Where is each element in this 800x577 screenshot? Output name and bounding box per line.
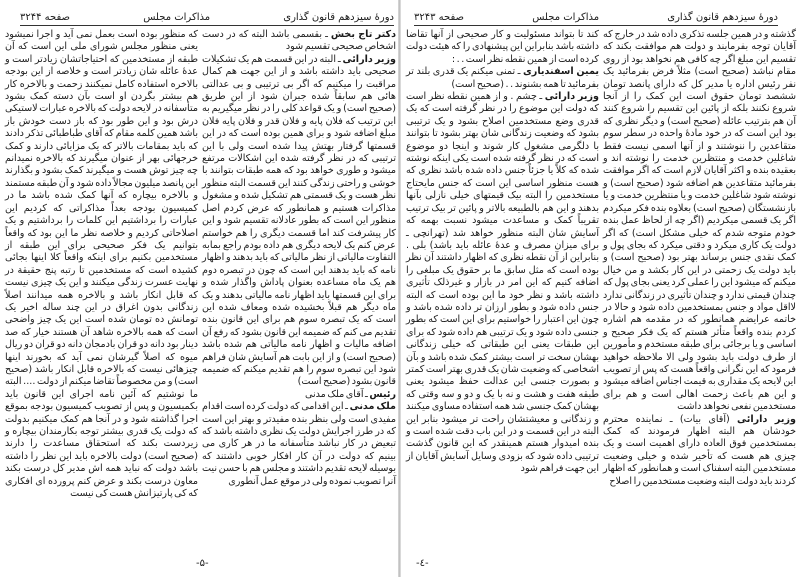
session-label: دورهٔ سیزدهم قانون گذاری	[667, 12, 778, 23]
speech-text: ـ بقسمی باشد البته که در دست اشخاص صحیحی تقسیم شود	[202, 29, 396, 53]
paragraph	[603, 414, 796, 488]
paragraph	[603, 29, 796, 414]
speech-text: ـ تمنی میکنم یک قدری بلند تر بفرمائید تا همه بشنوند . . (صحیح است)	[406, 66, 599, 90]
speaker-name: وزیر دارائی	[342, 53, 397, 65]
page-header	[20, 5, 394, 26]
page-3243	[400, 0, 800, 577]
page-footer-number: -٤-	[416, 558, 429, 569]
paragraph	[406, 29, 599, 66]
paragraph	[406, 91, 599, 476]
page-number: صفحه ۳۲۴۳	[414, 12, 465, 23]
column-left	[5, 29, 198, 500]
header-title: مذاکرات مجلس	[532, 12, 600, 23]
speech-text: ـ آقای ملک مدنی	[304, 388, 370, 400]
speaker-name: وزیر دارائی	[544, 91, 599, 103]
paragraph	[202, 389, 396, 401]
paragraph	[202, 54, 396, 389]
speech-text: گذشته و در همین جلسه تذکری داده شد در خارج که آقایان توجه بفرمایند و دولت هم موافقت بکند که تقسیم این مبلغ اگر چه کافی هم نخواهد بود از روی مقام نباشد (صحیح است) مثلاً فرض بفرمائید یک نفر رئیس اداره یا مدیر کل که دارای پانصد تومان ششصد تومان حقوق است این کمک را از آنجا شروع نکنند بلکه از پائین این تقسیم را شروع کنند آن هم بترتیب عائله (صحیح است) و دیگر نظری که بود این است که در خود مادهٔ واحده در سطر سوم متقاعدین را ننوشتند و از آنها اسمی نیست فقط شاغلین خدمت و منتظرین خدمت را نوشته اند و بعقیده بنده و اکثر آقایان لازم است که اگر موافقت بفرمائید متقاعدین هم اضافه شود (صحیح است) و نوشته شود شاغلین خدمت و یا منتظرین خدمت و یا بازنشستگان (صحیح است) بعلاوه بنده فکر میکردم اگر یک قسمی میکردیم (اگر چه از لحاظ عمل بنده خودم متوجه شدم که خیلی مشکل است) که اگر دولت یک کاری میکرد و دقتی میکرد که بجای پول و کمک نقدی جنس برساند بهتر بود (صحیح است) و باید دولت یک زحمتی در این کار بکشد و من خیال میکنم که میشود این را عملی کرد یعنی بجای پول که چندان قیمتی ندارد و چندان تأثیری در زندگانی ندارد لااقل مواد و جنس بمستخدمین داده شود و حالا در خاتمه عرایضم همانطور که در مقدمه هم اشاره کردم بنده واقعاً متأثر هستم که یک فکر صحیح و اساسی و یا برجائی برای طبقه مستخدم و مأمورین از طرف دولت باید بشود ولی الا ملاحظه خواهید فرمود که این نگرانی واقعاً هست که پس از تصویب این لایحه یک مقداری به قیمت اجناس اضافه میشود و این هم باعث زحمت اهالی است و هم برای مستخدمین نفعی نخواهد داشت	[603, 29, 796, 413]
speech-text: ـ چشم . و از همین نقطه نظر است که دولت این موضوع را در نظر گرفته است که یک قدری وضع مستخدمین اصلاح بشود و یک ترتیبی بشود که وضعیت زندگانی شان بهتر بشود تا بتوانند با دلگرمی مشغول کار شوند و اینجا دو موضوع است که در نظر گرفته شده است یکی اینکه نوشته شده که کلاً یا جزئاً جنس داده شده باشد نظری که هست منظور اساسی این است که جنس مایحتاج مستخدمین را البته بیک قیمتهای خیلی نازلی بآنها بدهند و این هم بالطبیعه بالاتر و پائین تر بیک ترتیب تقریباً کمک و مساعدت میشود نسبت بهمه که آسایش شان البته منظور خواهد شد (تهرانچی ـ برای میزان مصرف و عدهٔ عائله باید باشد) بلی . بنابراین از آن نقطه نظری که اظهار داشتند آن نظر بوده است که مثل سابق ما بر حقوق یک مبلغی را اضافه کنیم که این امر در بازار و غیرذلک تأثیری داشته باشد و نظر خود ما این بوده است که البته جنس داده شود و بطور ارزان تر داده شده باشد و چون این اعتبار را خواستیم برای این است که بطور جنسی داده شود و یک ترتیبی هم داده شود که برای این طبقات یعنی این طبقاتی که خیلی زندگانی بهشان سخت تر است بیشتر کمک شده باشد و بآن اشخاصی که وضعیت شان یک قدری بهتر است کمتر و بصورت جنسی این عدالت حفظ میشود یعنی طبقه هفت و هشت و نه با یک و دو و سه وقتی که بهشان کمک جنسی شد همه استفاده مساوی میکنند و زندگانی و معیشتشان راحت تر میشود بنابر این البته در این قسمت و در این باب دقت شده است و بنده امیدوار هستم همینقدر که این قانون گذشت ترتیبی داده شود که بزودی وسایل آسایش آقایان از این جهت فراهم شود	[406, 91, 599, 475]
column-left	[406, 29, 599, 476]
page-footer-number: -۵-	[196, 558, 209, 569]
speech-text: که منظور بوده است بعمل نمی آید و اجرا نمیشود یعنی منظور مجلس شورای ملی این است که آن طبقه از مستخدمین که احتیاجاتشان زیادتر است و عدهٔ عائله شان زیادتر است و خلاصه از این بودجه بالاخره استفاده کامل نمیکنند زحمت و بالاخره کار هم بیشتر بگردن او است بآن دسته کمک بشود متأسفانه در لایحه دولت که بالاخره عبارات لاستیکی درش بود و این طور بود که باز دست خودش باز باشد همین کلمه مقام که آقای طباطبائی تذکر دادند که باید بمقامات بالاتر که یک مزایائی دارند و کمک خرجهائی بهر از عنوان میگیرند که بالاخره نمیدانم چه چیز توش هست و میگیرند کمک بشود و بگذارند این پانصد میلیون مجالاً داده شود و آن طبقه مستمند و بالاخره بیچاره که آنها کمک شده باشد ما در کمیسیون بودجه بعداً مذاکراتی که کردیم این عبارات را برداشتیم این کلمات را برداشتیم و یک اصلاحاتی کردیم و خلاصه نظر ما این بود که واقعاً بتوانیم یک فکر صحیحی برای این طبقه از مستخدمین بکنیم برای اینکه واقعاً کلا اینها بجائی کشیده است که مستخدمین تا رتبه پنج حقیقة در نهایت عسرت زندگی میکنند و این یک چیزی نیست که قابل انکار باشد و بالاخره همه میدانند اصلاً زندگانی بدون اغراق در این چند ساله اخیر یک تومانش ده تومان شده است این یک چیز واضحی است که همه بالاخره شاهد آن هستند خیار که صد دینار بود دانه دو قران بادمجان دانه دو قران دو ریال میوه که اصلاً گیرشان نمی آید که بخورند اینها چیزهائی نیست که بالاخره قابل انکار باشد (صحیح است) و من مخصوصاً تقاضا میکنم از دولت .... البته ما نوشتیم که آئین نامه اجرای این قانون باید بکمیسیون و پس از تصویب کمیسیون بودجه بموقع اجرا گذاشته شود و در آنجا هم کمک میکنیم بدولت که دولت یک قدری بیشتر توجه بکارمندان بیچاره و زیردست بکند که استحقاق مساعدت را دارند (صحیح است) دولت بالاخره باید این نظر را داشته باشد دولت که نباید همه اش مدیر کل درست بکند معاون درست بکند و عرض کنم پرورده ای افکاری که کی پارتیزانش هست کی نیست	[5, 29, 198, 500]
speaker-name: یمین اسفندیاری	[523, 66, 600, 78]
speech-text: ـ این اقدامی که دولت کرده است اقدام مفیدی است ولی بنظر بنده مفیدتر و بهتر این است که در طرز اجرایش دولت یک نظری داشته باشد که تبعیض در کار نباشد متأسفانه ما در هر کاری می بینیم که دولت در آن کار افکار خوبی داشتند که بوسیله لایحه تقدیم داشتند و مجلس هم با حسن نیت آنرا تصویب نموده ولی در موقع عمل آنطوری	[202, 401, 396, 487]
paragraph	[406, 66, 599, 91]
speech-text: ـ البته در این قسمت هم یک تشکیلات صحیحی باید داشته باشد و از این جهت هم کمال مراقبت را میکنیم که اگر بی ترتیبی و بی عدالتی هائی هم سابقاً شده جبران شود از این طریق (صحیح است) و یک قواعد کلی را در نظر میگیریم به این ترتیب که فلان پایه و فلان قدر و فلان پایه فلان مبلغ اضافه شود و برای همین بوده است که در این قسمتها گرفتار بهتش پیدا شده است ولی با این ترتیبی که در نظر گرفته شده این اشکالات مرتفع میشود و طوری خواهد بود که همه طبقات بتوانند با خوشی و راحتی زندگی کنند این قسمت البته منظور نظر هست و یک قسمتی هم تشکیل شده و مشغول مذاکرات هستیم و همانطور که عرض کردم اصل منظور این است که بطور عادلانه تقسیم شود و این کار پیشرفت کند اما قسمت دیگری را هم خواستم عرض کنم یک لایحه دیگری هم داده بودم راجع بمابه التفاوت مالیاتی از نظر مالیاتی که باید بدهند و اظهار نامه که باید بدهند این است که چون در تبصره دوم هم یک ماه مساعده بعنوان پاداش واگذار شده و برای این قسمتها باید اظهار نامه مالیاتی بدهند و یک ماه دیگر هم قبلاً بخشیده شده ومعاف شده این است که یک تبصره سوم هم برای این قانون بنده تقدیم می کنم که ضمیمه این قانون بشود که رفع آن اضافه مالیات و اظهار نامه مالیاتی هم شده باشد (صحیح است) و از این بابت هم آسایش شان فراهم شود این تبصره سوم را هم تقدیم میکنم که ضمیمه قانون بشود (صحیح است)	[202, 53, 396, 388]
session-label: دورهٔ سیزدهم قانون گذاری	[283, 12, 394, 23]
page-header	[414, 5, 778, 26]
column-right	[202, 29, 396, 488]
paragraph	[202, 29, 396, 54]
column-right	[603, 29, 796, 488]
speaker-name: وزیر دارائی	[737, 413, 796, 425]
speaker-name: ملک مدنی	[349, 401, 397, 413]
speech-text: (آقای بیات) ـ نماینده محترم خودشان هم البته اظهار فرمودند که کمک بمستخدمین فوق العاده دارای اهمیت است و یک چیزی هم هست که تأخیر شده و خیلی وضعیت مستخدمین البته اسفناک است و همانطور که اظهار کردند باید دولت البته وضعیت مستخدمین را اصلاح	[603, 413, 796, 487]
speaker-name: رئیس	[369, 388, 396, 400]
paragraph	[202, 401, 396, 488]
speech-text: کند تا بتواند مسئولیت و کار صحیحی از آنها تقاضا داشته باشد بنابراین این پیشنهادی را که هیئت دولت کرده است از همین نقطه نظر است . . :	[406, 29, 599, 65]
header-title: مذاکرات مجلس	[143, 12, 211, 23]
speaker-name: دکتر تاج بخش	[330, 29, 396, 40]
paragraph	[5, 29, 198, 500]
page-number: صفحه ۳۲۴۴	[20, 12, 71, 23]
